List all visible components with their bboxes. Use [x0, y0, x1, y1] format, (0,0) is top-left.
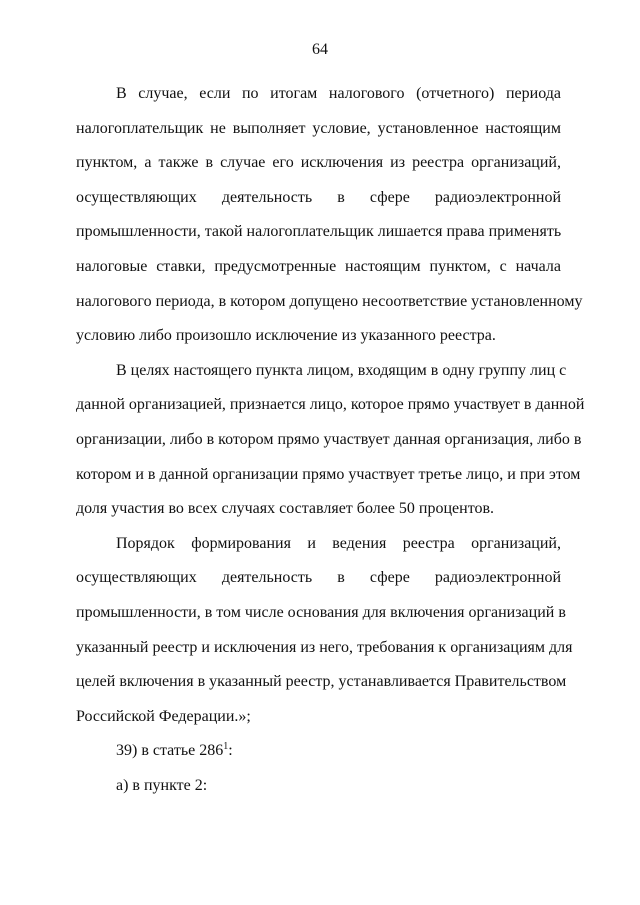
- paragraph-line: пунктом, а также в случае его исключения из реестра организаций,: [76, 154, 561, 172]
- item-39-prefix: 39) в статье 286: [116, 742, 224, 760]
- paragraph-line: налогоплательщик не выполняет условие, установленное настоящим: [76, 119, 561, 137]
- paragraph-line: Российской Федерации.»;: [76, 707, 251, 725]
- paragraph-line: промышленности, в том числе основания для включения организаций в: [76, 603, 566, 621]
- page-number: 64: [312, 41, 328, 58]
- paragraph-line: организации, либо в котором прямо участвует данная организация, либо в: [76, 430, 582, 448]
- paragraph-group-of-persons: [76, 354, 585, 527]
- paragraph-registry-procedure: [76, 527, 573, 735]
- paragraph-line: налогового периода, в котором допущено несоответствие установленному: [76, 292, 583, 310]
- paragraph-line: промышленности, такой налогоплательщик лишается права применять: [76, 223, 562, 241]
- paragraph-tax-period-condition: [76, 77, 583, 354]
- paragraph-line: указанный реестр и исключения из него, требования к организациям для: [76, 638, 573, 656]
- paragraph-line: осуществляющих деятельность в сфере радиоэлектронной: [76, 188, 561, 206]
- paragraph-line: условию либо произошло исключение из указанного реестра.: [76, 327, 496, 345]
- item-39-superscript: 1: [223, 741, 229, 753]
- paragraph-line: целей включения в указанный реестр, устанавливается Правительством: [76, 673, 567, 691]
- item-39-suffix: :: [228, 742, 233, 760]
- paragraph-line: В случае, если по итогам налогового (отчетного) периода: [116, 85, 561, 102]
- paragraph-line: котором и в данной организации прямо участвует третье лицо, и при этом: [76, 465, 581, 483]
- paragraph-line: осуществляющих деятельность в сфере радиоэлектронной: [76, 569, 561, 587]
- document-body: [76, 77, 585, 803]
- list-item-39: [76, 734, 561, 769]
- paragraph-line: В целях настоящего пункта лицом, входящим в одну группу лиц с: [116, 361, 567, 379]
- list-item-a: а) в пункте 2:: [116, 776, 208, 794]
- paragraph-line: данной организацией, признается лицо, которое прямо участвует в данной: [76, 396, 585, 414]
- paragraph-line: Порядок формирования и ведения реестра организаций,: [116, 534, 561, 552]
- paragraph-line: налоговые ставки, предусмотренные настоящим пунктом, с начала: [76, 257, 561, 275]
- paragraph-line: доля участия во всех случаях составляет более 50 процентов.: [76, 500, 495, 518]
